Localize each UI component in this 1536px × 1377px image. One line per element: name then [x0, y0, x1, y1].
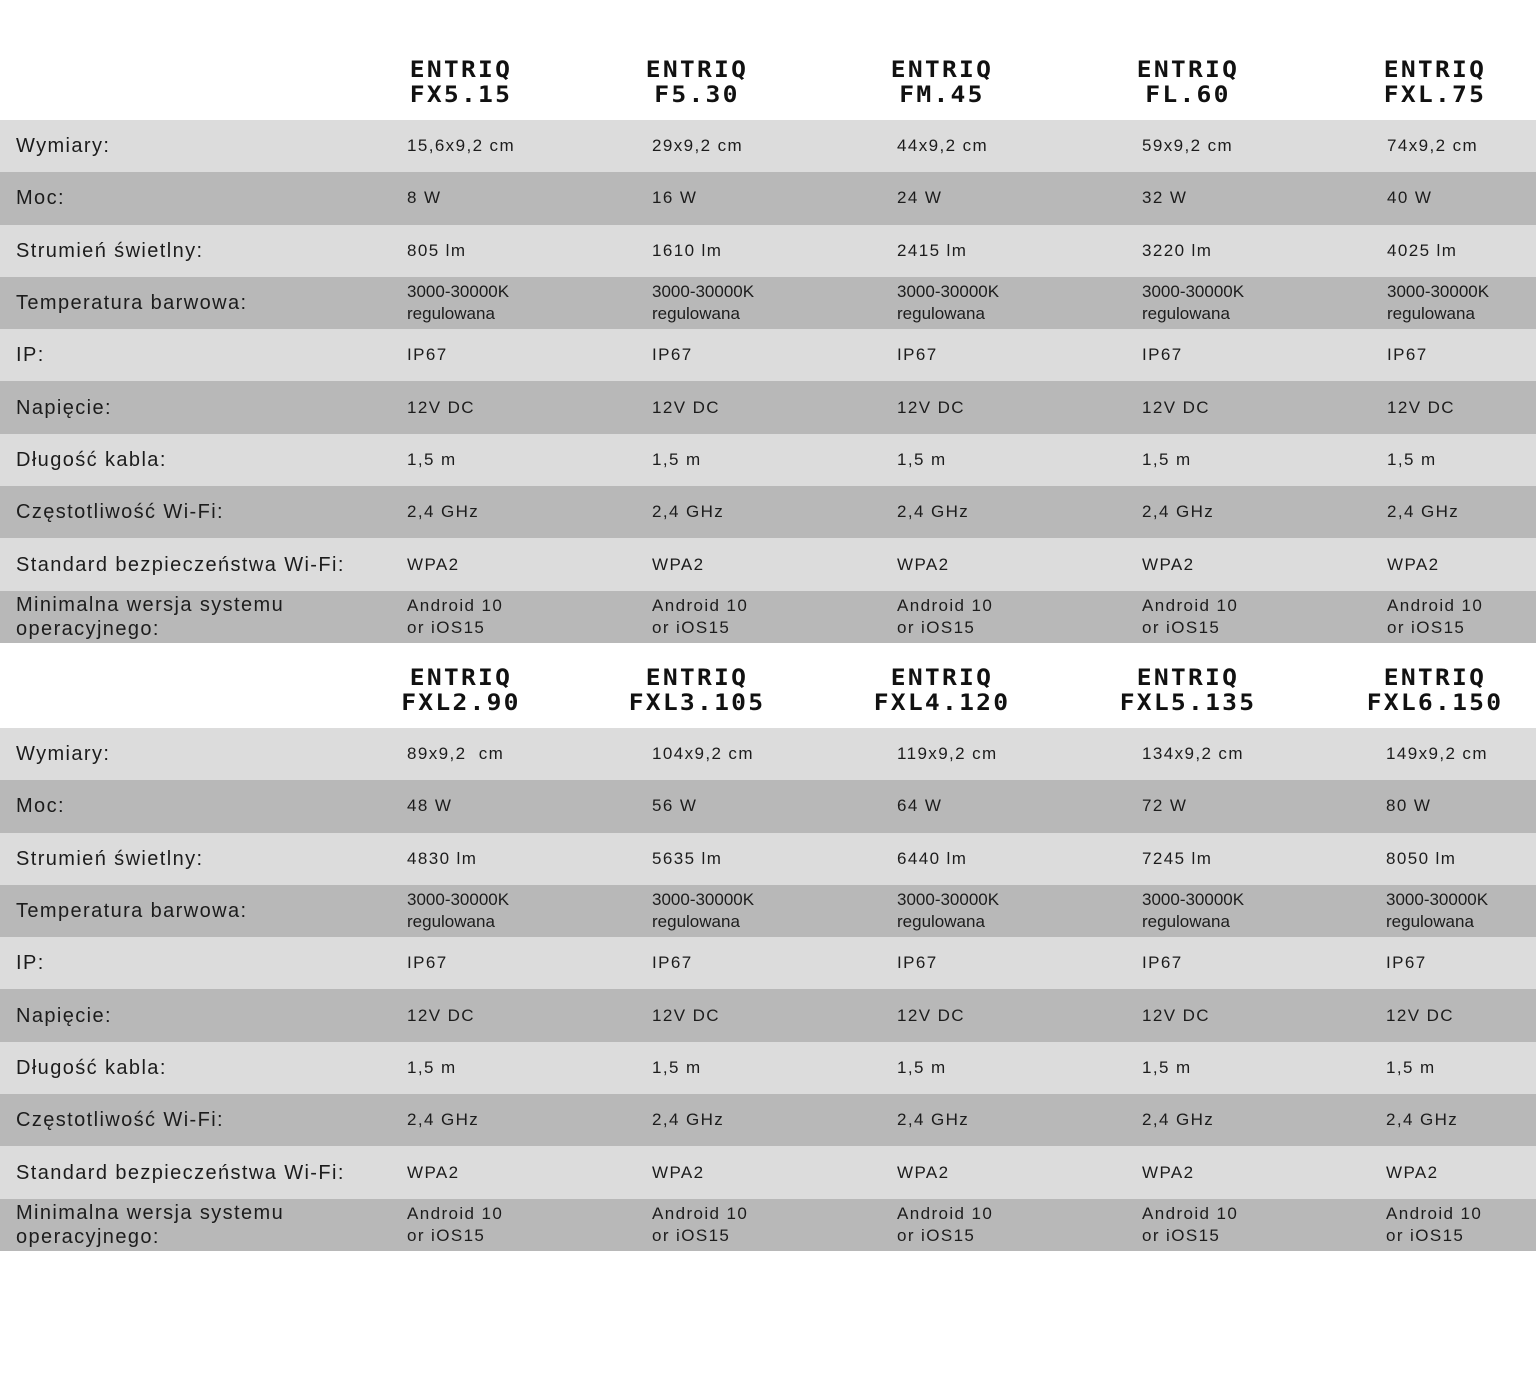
spec-value: 3000-30000K regulowana [652, 890, 755, 932]
spec-value: 2,4 GHz [1386, 1110, 1459, 1130]
model-header [1076, 58, 1300, 108]
spec-value: 3000-30000K regulowana [407, 890, 510, 932]
model-brand: ENTRIQ [1136, 58, 1240, 83]
spec-value: Android 10 or iOS15 [1386, 1203, 1483, 1245]
spec-row-power [0, 780, 1536, 832]
row-label: Napięcie: [16, 396, 112, 419]
model-header [830, 58, 1054, 108]
spec-row-wifi-frequency [0, 1094, 1536, 1146]
row-label: Długość kabla: [16, 1056, 167, 1079]
spec-value: 4025 lm [1387, 240, 1458, 260]
spec-row-wifi-security [0, 538, 1536, 590]
spec-value: WPA2 [897, 1162, 950, 1182]
model-header [1323, 58, 1536, 108]
spec-value: WPA2 [407, 554, 460, 574]
spec-value: 2,4 GHz [1387, 502, 1460, 522]
row-label: Moc: [16, 795, 65, 818]
spec-value: 3000-30000K regulowana [1142, 282, 1245, 324]
spec-row-luminous-flux [0, 833, 1536, 885]
spec-value: 119x9,2 cm [897, 744, 998, 764]
spec-value: 1,5 m [652, 1057, 702, 1077]
spec-value: Android 10 or iOS15 [652, 1203, 749, 1245]
row-label: Minimalna wersja systemu operacyjnego: [16, 1201, 285, 1248]
spec-value: WPA2 [652, 554, 705, 574]
model-header-row [0, 58, 1536, 120]
row-label: Temperatura barwowa: [16, 900, 248, 923]
spec-value: 12V DC [1142, 397, 1210, 417]
spec-value: IP67 [897, 345, 938, 365]
spec-value: 3000-30000K regulowana [1386, 890, 1489, 932]
row-label: Częstotliwość Wi-Fi: [16, 1109, 225, 1132]
model-name: FL.60 [1145, 83, 1231, 108]
model-header [830, 666, 1054, 716]
model-name: FXL.75 [1383, 83, 1487, 108]
spec-value: 24 W [897, 188, 943, 208]
spec-value: 2415 lm [897, 240, 968, 260]
spec-value: 1,5 m [897, 1057, 947, 1077]
spec-value: IP67 [1142, 953, 1183, 973]
spec-value: 1,5 m [1142, 1057, 1192, 1077]
spec-value: Android 10 or iOS15 [897, 595, 994, 637]
row-label: IP: [16, 344, 45, 367]
spec-value: IP67 [407, 953, 448, 973]
spec-value: 8050 lm [1386, 848, 1457, 868]
spec-value: WPA2 [1386, 1162, 1439, 1182]
spec-value: 3000-30000K regulowana [407, 282, 510, 324]
row-label: Wymiary: [16, 135, 111, 158]
spec-value: WPA2 [407, 1162, 460, 1182]
model-brand: ENTRIQ [645, 666, 749, 691]
spec-value: 40 W [1387, 188, 1433, 208]
model-header [349, 666, 573, 716]
row-label: Wymiary: [16, 743, 111, 766]
spec-value: 59x9,2 cm [1142, 136, 1234, 156]
spec-value: 1,5 m [407, 449, 457, 469]
spec-value: WPA2 [1142, 1162, 1195, 1182]
model-name: FXL2.90 [401, 691, 521, 716]
spec-value: IP67 [1387, 345, 1428, 365]
spec-value: Android 10 or iOS15 [407, 595, 504, 637]
model-name: FXL4.120 [873, 691, 1011, 716]
spec-value: 2,4 GHz [1142, 502, 1215, 522]
spec-value: 12V DC [407, 1005, 475, 1025]
model-header [1323, 666, 1536, 716]
spec-value: 80 W [1386, 796, 1432, 816]
model-header [585, 666, 809, 716]
spec-value: 3000-30000K regulowana [1142, 890, 1245, 932]
spec-row-cable-length [0, 434, 1536, 486]
spec-value: 3000-30000K regulowana [652, 282, 755, 324]
spec-value: 12V DC [407, 397, 475, 417]
spec-value: 104x9,2 cm [652, 744, 754, 764]
spec-table-1 [0, 58, 1536, 643]
model-name: F5.30 [654, 83, 740, 108]
spec-value: IP67 [407, 345, 448, 365]
spec-value: 12V DC [897, 397, 965, 417]
spec-value: 12V DC [652, 1005, 720, 1025]
spec-value: 72 W [1142, 796, 1188, 816]
spec-value: 2,4 GHz [897, 1110, 970, 1130]
spec-value: 1,5 m [652, 449, 702, 469]
spec-value: 1,5 m [407, 1057, 457, 1077]
spec-value: 1610 lm [652, 240, 723, 260]
spec-row-dimensions [0, 728, 1536, 780]
spec-row-power [0, 172, 1536, 224]
model-header [1076, 666, 1300, 716]
spec-value: 2,4 GHz [1142, 1110, 1215, 1130]
row-label: Moc: [16, 187, 65, 210]
spec-value: 12V DC [1386, 1005, 1454, 1025]
model-brand: ENTRIQ [1383, 666, 1487, 691]
model-brand: ENTRIQ [890, 58, 994, 83]
row-label: Napięcie: [16, 1004, 112, 1027]
spec-value: 1,5 m [1387, 449, 1437, 469]
model-brand: ENTRIQ [645, 58, 749, 83]
spec-value: 1,5 m [897, 449, 947, 469]
spec-row-ip [0, 329, 1536, 381]
spec-value: 3000-30000K regulowana [897, 282, 1000, 324]
spec-row-wifi-frequency [0, 486, 1536, 538]
spec-value: IP67 [652, 953, 693, 973]
spec-value: 12V DC [897, 1005, 965, 1025]
spec-value: 3000-30000K regulowana [1387, 282, 1490, 324]
model-brand: ENTRIQ [1383, 58, 1487, 83]
spec-row-min-os [0, 1199, 1536, 1251]
spec-table-2 [0, 666, 1536, 1251]
spec-row-voltage [0, 381, 1536, 433]
model-header [585, 58, 809, 108]
spec-value: WPA2 [1142, 554, 1195, 574]
spec-rows [0, 120, 1536, 643]
spec-value: 2,4 GHz [652, 1110, 725, 1130]
spec-value: Android 10 or iOS15 [1142, 595, 1239, 637]
spec-value: Android 10 or iOS15 [407, 1203, 504, 1245]
spec-row-wifi-security [0, 1146, 1536, 1198]
row-label: Minimalna wersja systemu operacyjnego: [16, 593, 285, 640]
model-name: FX5.15 [409, 83, 513, 108]
row-label: Temperatura barwowa: [16, 292, 248, 315]
model-header-row [0, 666, 1536, 728]
spec-value: 5635 lm [652, 848, 723, 868]
spec-value: 56 W [652, 796, 698, 816]
row-label: Strumień świetlny: [16, 847, 204, 870]
row-label: Standard bezpieczeństwa Wi-Fi: [16, 1161, 345, 1184]
spec-value: 64 W [897, 796, 943, 816]
model-header [349, 58, 573, 108]
spec-value: Android 10 or iOS15 [652, 595, 749, 637]
spec-value: 1,5 m [1386, 1057, 1436, 1077]
spec-value: Android 10 or iOS15 [1387, 595, 1484, 637]
spec-value: IP67 [652, 345, 693, 365]
spec-value: 2,4 GHz [407, 502, 480, 522]
spec-value: 44x9,2 cm [897, 136, 989, 156]
spec-value: 4830 lm [407, 848, 478, 868]
spec-value: Android 10 or iOS15 [1142, 1203, 1239, 1245]
row-label: Częstotliwość Wi-Fi: [16, 501, 225, 524]
spec-value: Android 10 or iOS15 [897, 1203, 994, 1245]
row-label: Standard bezpieczeństwa Wi-Fi: [16, 553, 345, 576]
model-brand: ENTRIQ [1136, 666, 1240, 691]
spec-value: IP67 [1142, 345, 1183, 365]
spec-value: 6440 lm [897, 848, 968, 868]
spec-row-color-temperature [0, 277, 1536, 329]
spec-row-luminous-flux [0, 225, 1536, 277]
spec-value: 16 W [652, 188, 698, 208]
spec-row-voltage [0, 989, 1536, 1041]
spec-value: 8 W [407, 188, 442, 208]
model-name: FM.45 [899, 83, 985, 108]
spec-value: WPA2 [897, 554, 950, 574]
spec-value: 149x9,2 cm [1386, 744, 1488, 764]
spec-row-color-temperature [0, 885, 1536, 937]
model-name: FXL3.105 [628, 691, 766, 716]
model-brand: ENTRIQ [890, 666, 994, 691]
spec-value: 32 W [1142, 188, 1188, 208]
spec-row-cable-length [0, 1042, 1536, 1094]
spec-value: 12V DC [652, 397, 720, 417]
row-label: Długość kabla: [16, 448, 167, 471]
spec-value: 15,6x9,2 cm [407, 136, 516, 156]
row-label: Strumień świetlny: [16, 239, 204, 262]
spec-value: 7245 lm [1142, 848, 1213, 868]
spec-value: 805 lm [407, 240, 467, 260]
spec-value: 48 W [407, 796, 453, 816]
spec-value: 12V DC [1387, 397, 1455, 417]
model-brand: ENTRIQ [409, 666, 513, 691]
spec-value: 3220 lm [1142, 240, 1213, 260]
spec-value: 89x9,2 cm [407, 744, 505, 764]
spec-value: 134x9,2 cm [1142, 744, 1244, 764]
spec-value: WPA2 [652, 1162, 705, 1182]
spec-value: 29x9,2 cm [652, 136, 744, 156]
spec-value: IP67 [1386, 953, 1427, 973]
spec-value: 12V DC [1142, 1005, 1210, 1025]
spec-row-min-os [0, 591, 1536, 643]
spec-value: 74x9,2 cm [1387, 136, 1479, 156]
spec-value: IP67 [897, 953, 938, 973]
spec-row-ip [0, 937, 1536, 989]
spec-value: 2,4 GHz [407, 1110, 480, 1130]
spec-rows [0, 728, 1536, 1251]
spec-value: 3000-30000K regulowana [897, 890, 1000, 932]
spec-row-dimensions [0, 120, 1536, 172]
spec-value: 1,5 m [1142, 449, 1192, 469]
row-label: IP: [16, 952, 45, 975]
spec-value: 2,4 GHz [897, 502, 970, 522]
model-brand: ENTRIQ [409, 58, 513, 83]
spec-value: 2,4 GHz [652, 502, 725, 522]
model-name: FXL6.150 [1366, 691, 1504, 716]
model-name: FXL5.135 [1119, 691, 1257, 716]
spec-value: WPA2 [1387, 554, 1440, 574]
